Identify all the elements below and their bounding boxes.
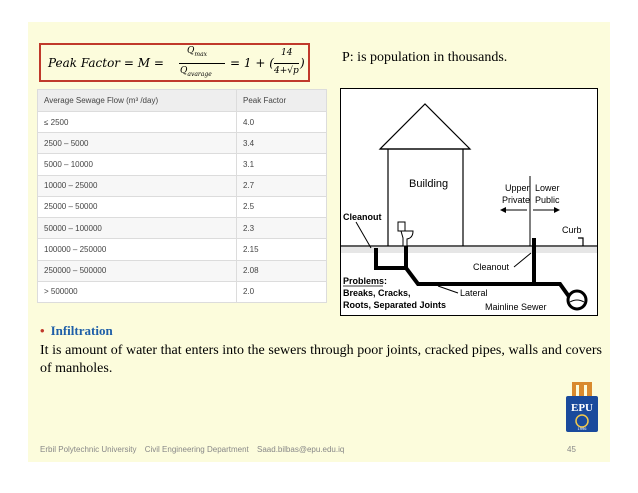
table-row xyxy=(38,260,327,281)
formula-fraction-line xyxy=(179,63,225,64)
public-label: Public xyxy=(535,195,560,205)
table-cell: 2500 – 5000 xyxy=(38,133,237,154)
ground-shade xyxy=(341,247,597,253)
peak-factor-formula xyxy=(39,43,310,82)
table-cell: 3.4 xyxy=(237,133,327,154)
table-row xyxy=(38,112,327,133)
table-row xyxy=(38,281,327,302)
formula-lhs: Peak Factor = M = xyxy=(48,56,164,70)
table-row xyxy=(38,239,327,260)
problems-line-2: Roots, Separated Joints xyxy=(343,300,447,310)
logo-top-slot-2 xyxy=(584,385,587,396)
table-cell: 10000 – 25000 xyxy=(38,175,237,196)
cleanout-left-label: Cleanout xyxy=(343,212,382,222)
population-note: P: is population in thousands. xyxy=(342,50,508,65)
formula-denominator: $Q_{avarage}$ xyxy=(180,66,212,78)
footer-university: Erbil Polytechnic University xyxy=(40,445,137,454)
curb-label: Curb xyxy=(562,225,582,235)
section-body: It is amount of water that enters into the sewers through poor joints, cracked pipes, walls and covers of manholes. xyxy=(40,343,602,376)
table-cell: 4.0 xyxy=(237,112,327,133)
table-row xyxy=(38,218,327,239)
logo-text: EPU xyxy=(571,402,593,414)
section-heading xyxy=(40,323,113,339)
table-cell: ≤ 2500 xyxy=(38,112,237,133)
table-cell: 100000 – 250000 xyxy=(38,239,237,260)
bullet-icon: • xyxy=(40,323,45,338)
sewer-connection-diagram xyxy=(340,88,598,316)
private-label: Private xyxy=(502,195,531,205)
formula-fraction2-line xyxy=(274,63,299,64)
table-row xyxy=(38,175,327,196)
table-cell: 2.5 xyxy=(237,196,327,217)
table-cell: 2.3 xyxy=(237,218,327,239)
table-cell: > 500000 xyxy=(38,281,237,302)
logo-top-slot-1 xyxy=(576,385,579,396)
epu-logo xyxy=(563,380,601,435)
cleanout-mid-label: Cleanout xyxy=(473,262,510,272)
formula-one-plus: = 1 + ( xyxy=(230,56,274,70)
mainline-label: Mainline Sewer xyxy=(485,302,547,312)
table-cell: 2.08 xyxy=(237,260,327,281)
formula-numerator: $Q_{max}$ xyxy=(187,46,208,58)
table-header-peak: Peak Factor xyxy=(237,90,327,112)
page-number: 45 xyxy=(567,445,576,454)
footer-email: Saad.bilbas@epu.edu.iq xyxy=(257,445,345,454)
table-header-flow: Average Sewage Flow (m³ /day) xyxy=(38,90,237,112)
table-row xyxy=(38,154,327,175)
formula-frac2-denominator: 4+√p xyxy=(274,66,299,76)
problems-title: Problems: xyxy=(343,276,388,286)
footer xyxy=(40,445,350,454)
peak-factor-table xyxy=(37,89,327,303)
table-cell: 2.7 xyxy=(237,175,327,196)
table-row xyxy=(38,196,327,217)
table-cell: 250000 – 500000 xyxy=(38,260,237,281)
lateral-label: Lateral xyxy=(460,288,488,298)
building-label: Building xyxy=(409,178,449,190)
table-cell: 5000 – 10000 xyxy=(38,154,237,175)
formula-frac2-numerator: 14 xyxy=(281,48,293,58)
table-cell: 2.15 xyxy=(237,239,327,260)
table-header-row xyxy=(38,90,327,112)
footer-department: Civil Engineering Department xyxy=(144,445,249,454)
logo-year: 1996 xyxy=(577,426,587,431)
formula-close-paren: ) xyxy=(300,56,305,70)
table-cell: 3.1 xyxy=(237,154,327,175)
table-cell: 2.0 xyxy=(237,281,327,302)
table-cell: 25000 – 50000 xyxy=(38,196,237,217)
upper-label: Upper xyxy=(505,183,530,193)
table-cell: 50000 – 100000 xyxy=(38,218,237,239)
toilet-tank xyxy=(398,222,405,231)
logo-top-mark xyxy=(572,382,592,396)
table-row xyxy=(38,133,327,154)
lower-label: Lower xyxy=(535,183,560,193)
problems-line-1: Breaks, Cracks, xyxy=(343,288,411,298)
section-title: Infiltration xyxy=(50,323,113,338)
